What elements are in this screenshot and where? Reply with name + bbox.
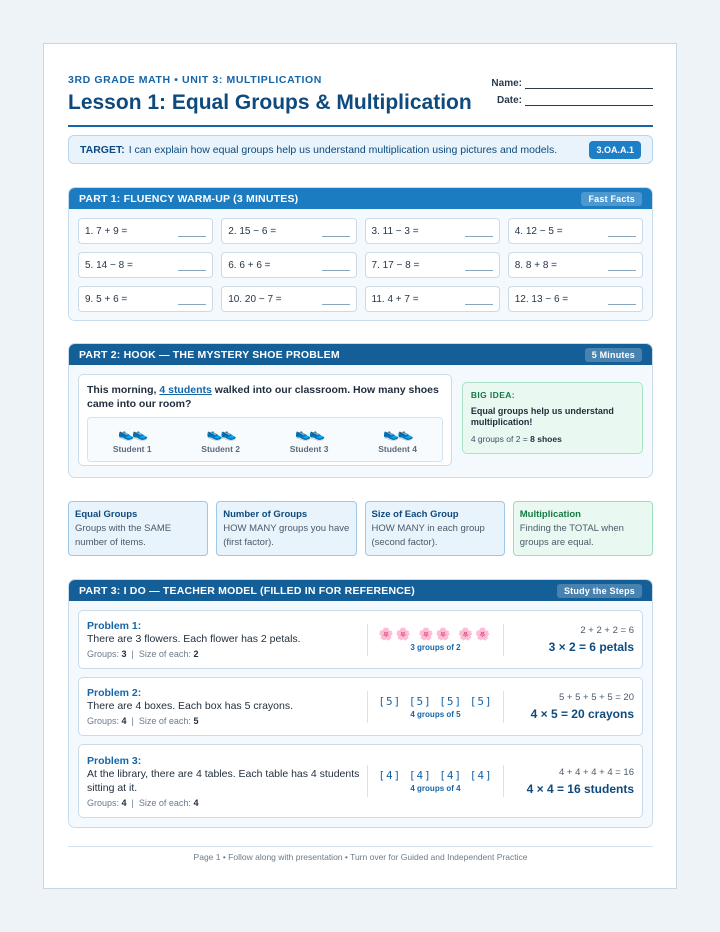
header [68,72,653,128]
visual-caption: 3 groups of 2 [410,643,461,652]
multiplication-answer: 4 × 4 = 16 students [526,781,634,796]
fluency-problem[interactable] [221,252,356,278]
students-row [87,417,443,462]
problem-text: 4. 12 − 5 = [514,225,563,237]
target-text: I can explain how equal groups help us understand multiplication using pictures and models. [128,143,558,156]
student-item [269,426,349,454]
shoe-icon: 👟👟 [294,425,324,441]
vocab-term: Number of Groups [223,509,308,520]
shoe-icon: 👟👟 [383,425,412,441]
problem-text: 7. 17 − 8 = [371,259,420,271]
problem-title: Problem 3: [87,754,142,767]
answer-blank[interactable] [608,225,636,237]
part2-section [68,343,653,478]
model-problem [78,677,643,736]
part2-header [69,344,652,365]
repeated-addition: 2 + 2 + 2 = 6 [580,625,634,636]
hook-question [87,383,443,411]
fluency-problem[interactable] [78,286,213,312]
size-value: 2 [193,649,199,659]
problem-groups: Groups: 4 | Size of each: 5 [87,716,199,726]
vocab-term: Equal Groups [75,509,138,520]
name-field[interactable] [525,78,653,89]
box-groups: [5] [5] [5] [5] [378,694,493,708]
part1-tag: Fast Facts [581,192,642,206]
fluency-problem[interactable] [365,252,500,278]
answer-blank[interactable] [465,293,493,305]
problem-text: 5. 14 − 8 = [85,259,133,271]
student-label: Student 3 [289,443,329,454]
vocab-card [68,501,208,556]
big-idea-sub-text: 4 groups of 2 = [470,434,531,444]
multiplication-answer: 3 × 2 = 6 petals [548,640,634,654]
answer-blank[interactable] [178,259,206,271]
groups-value: 3 [121,649,127,659]
part3-title: PART 3: I DO — TEACHER MODEL (FILLED IN FOR REFERENCE) [79,584,415,597]
problem-visual [367,624,504,656]
vocab-def: HOW MANY in each group (second factor). [371,523,485,548]
hook-card [78,374,452,466]
visual-caption: 4 groups of 4 [410,784,461,793]
part3-tag: Study the Steps [557,584,642,598]
problem-text: 6. 6 + 6 = [228,259,271,271]
part1-section [68,187,653,321]
name-label: Name: [491,78,522,89]
vocab-card [216,501,356,556]
problem-groups: Groups: 4 | Size of each: 4 [87,797,199,808]
part3-section [68,579,653,828]
part1-header [69,188,652,209]
fluency-problem[interactable] [508,218,643,244]
student-label: Student 4 [378,443,417,454]
part2-title: PART 2: HOOK — THE MYSTERY SHOE PROBLEM [79,348,340,361]
fluency-problem[interactable] [365,218,500,244]
part3-header [69,580,652,601]
shoe-icon: 👟👟 [206,425,235,441]
date-field[interactable] [525,95,653,106]
target-label: TARGET: [80,143,125,156]
repeated-addition: 4 + 4 + 4 + 4 = 16 [558,766,634,778]
size-label: Size of each: [138,649,191,659]
vocab-term: Multiplication [519,509,581,520]
problem-text: 12. 13 − 6 = [514,293,569,305]
worksheet-page [43,43,677,889]
big-idea-sub [471,434,634,444]
student-item [181,426,261,454]
problem-text: 9. 5 + 6 = [85,293,128,305]
table-groups: [4] [4] [4] [4] [378,769,493,782]
question-text: walked into our classroom. How many shoes came into our room? [87,384,439,410]
page-title: Lesson 1: Equal Groups & Multiplication [68,91,472,114]
page-footer: Page 1 • Follow along with presentation • Turn over for Guided and Independent Practice [68,846,653,862]
vocab-card [513,501,653,556]
vocab-def: HOW MANY groups you have (first factor). [223,523,350,548]
multiplication-answer: 4 × 5 = 20 crayons [530,707,634,721]
groups-value: 4 [121,797,127,808]
vocab-term: Size of Each Group [371,509,459,520]
course-label: 3RD GRADE MATH • UNIT 3: MULTIPLICATION [68,74,322,86]
header-rule [68,125,653,127]
groups-label: Groups: [87,649,120,659]
part1-title: PART 1: FLUENCY WARM-UP (3 MINUTES) [79,192,299,205]
vocab-card [365,501,505,556]
name-date-box [483,78,653,112]
answer-blank[interactable] [178,293,206,305]
student-item [92,426,172,454]
problem-text: At the library, there are 4 tables. Each table has 4 students sitting at it. [87,767,360,794]
answer-blank[interactable] [322,225,350,237]
part2-tag: 5 Minutes [585,348,642,362]
size-label: Size of each: [138,716,191,726]
shoe-icon: 👟👟 [118,425,147,441]
big-idea-title: BIG IDEA: [470,390,516,400]
fluency-problem[interactable] [78,252,213,278]
problem-text: There are 4 boxes. Each box has 5 crayons. [87,700,294,712]
problem-text: 2. 15 − 6 = [228,225,277,237]
problem-visual [367,765,504,797]
student-label: Student 1 [112,443,152,454]
problem-title: Problem 2: [87,687,142,699]
question-text: This morning, [87,384,160,396]
vocab-def: Finding the TOTAL when groups are equal. [519,523,624,548]
size-value: 4 [193,797,199,808]
question-highlight: 4 students [159,384,212,396]
standard-badge: 3.OA.A.1 [589,141,641,159]
fluency-problem[interactable] [221,218,356,244]
answer-blank[interactable] [608,293,636,305]
fluency-grid [78,218,643,312]
answer-blank[interactable] [608,259,636,271]
big-idea-message: Equal groups help us understand multiplication! [470,406,614,427]
fluency-problem[interactable] [221,286,356,312]
fluency-problem[interactable] [508,252,643,278]
repeated-addition: 5 + 5 + 5 + 5 = 20 [558,692,634,703]
model-problem [78,744,643,818]
answer-blank[interactable] [465,225,493,237]
student-item [358,426,438,454]
problem-text: 11. 4 + 7 = [371,293,419,305]
problem-groups: Groups: 3 | Size of each: 2 [87,649,199,659]
answer-blank[interactable] [178,225,206,237]
big-idea-card [462,382,643,454]
learning-target [68,135,653,164]
answer-blank[interactable] [322,293,350,305]
problem-text: 1. 7 + 9 = [85,225,128,237]
groups-value: 4 [121,716,127,726]
vocabulary-row [68,501,653,556]
date-label: Date: [496,95,522,106]
answer-blank[interactable] [465,259,493,271]
student-label: Student 2 [201,443,241,454]
problem-text: There are 3 flowers. Each flower has 2 petals. [87,633,301,645]
fluency-problem[interactable] [365,286,500,312]
fluency-problem[interactable] [508,286,643,312]
big-idea-sub-bold: 8 shoes [530,434,562,444]
size-value: 5 [193,716,199,726]
flower-icon: 🌸🌸 🌸🌸 🌸🌸 [378,627,493,641]
vocab-def: Groups with the SAME number of items. [75,523,172,548]
visual-caption: 4 groups of 5 [410,709,461,719]
size-label: Size of each: [138,797,191,808]
answer-blank[interactable] [322,259,350,271]
fluency-problem[interactable] [78,218,213,244]
problem-text: 8. 8 + 8 = [514,259,558,271]
model-problem [78,610,643,669]
groups-label: Groups: [87,797,120,808]
problem-title: Problem 1: [87,620,142,632]
groups-label: Groups: [87,716,120,726]
problem-text: 10. 20 − 7 = [228,293,282,305]
problem-visual [367,691,504,723]
problem-text: 3. 11 − 3 = [371,225,419,237]
